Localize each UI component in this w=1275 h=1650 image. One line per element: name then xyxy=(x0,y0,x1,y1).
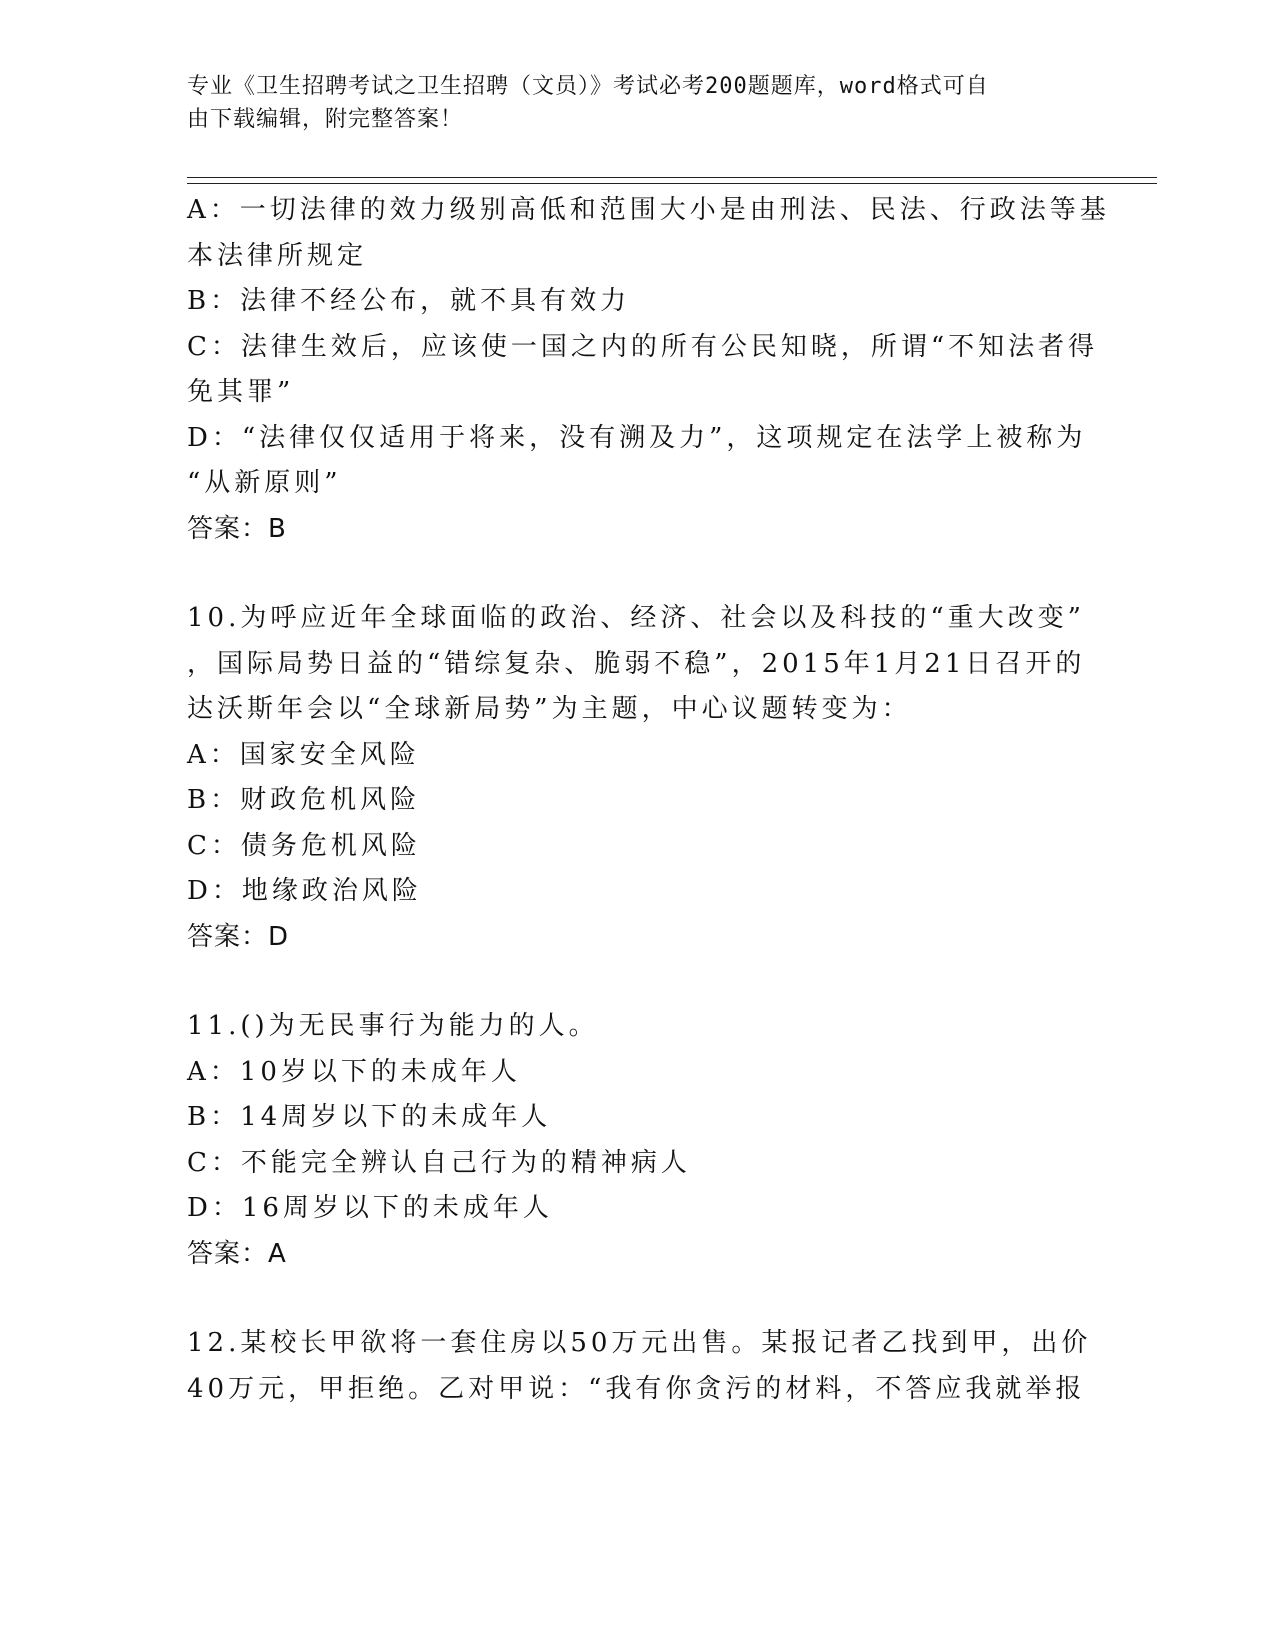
spacer xyxy=(187,960,1087,1004)
document-header xyxy=(187,70,1067,136)
option-c: C：不能完全辨认自己行为的精神病人 xyxy=(187,1147,691,1178)
header-line-1: 专业《卫生招聘考试之卫生招聘（文员）》考试必考200题题库，word格式可自 xyxy=(187,74,989,99)
option-a-line-1: A：一切法律的效力级别高低和范围大小是由刑法、民法、行政法等基 xyxy=(187,195,1110,225)
question-stem-line-1: 10.为呼应近年全球面临的政治、经济、社会以及科技的“重大改变” xyxy=(187,603,1085,633)
document-body xyxy=(187,188,1110,1412)
spacer xyxy=(187,552,1087,596)
answer-label: 答案：B xyxy=(187,513,287,544)
option-b: B：财政危机风险 xyxy=(187,785,421,815)
option-a-line-2: 本法律所规定 xyxy=(187,240,368,271)
question-stem-line-2: ，国际局势日益的“错综复杂、脆弱不稳”，2015年1月21日召开的 xyxy=(187,648,1086,679)
option-b: B：14周岁以下的未成年人 xyxy=(187,1102,552,1132)
option-a: A：国家安全风险 xyxy=(187,739,420,770)
answer-label: 答案：A xyxy=(187,1238,287,1269)
answer-label: 答案：D xyxy=(187,921,290,952)
spacer xyxy=(187,1277,1087,1321)
question-12 xyxy=(187,1321,1092,1412)
header-rule-top xyxy=(187,177,1157,178)
question-stem: 11.()为无民事行为能力的人。 xyxy=(187,1011,599,1041)
option-c-line-2: 免其罪” xyxy=(187,377,295,407)
option-c: C：债务危机风险 xyxy=(187,830,421,861)
question-9 xyxy=(187,188,1110,552)
option-c-line-1: C：法律生效后，应该使一国之内的所有公民知晓，所谓“不知法者得 xyxy=(187,331,1099,362)
header-rule-bottom xyxy=(187,183,1157,184)
option-d-line-1: D：“法律仅仅适用于将来，没有溯及力”，这项规定在法学上被称为 xyxy=(187,422,1087,453)
question-stem-line-3: 达沃斯年会以“全球新局势”为主题，中心议题转变为： xyxy=(187,694,912,724)
question-stem-line-2: 40万元，甲拒绝。乙对甲说：“我有你贪污的材料，不答应我就举报 xyxy=(187,1373,1086,1404)
header-line-2: 由下载编辑，附完整答案！ xyxy=(187,107,464,132)
option-d-line-2: “从新原则” xyxy=(187,468,342,498)
question-stem-line-1: 12.某校长甲欲将一套住房以50万元出售。某报记者乙找到甲，出价 xyxy=(187,1328,1092,1358)
question-10 xyxy=(187,596,1087,960)
option-b: B：法律不经公布，就不具有效力 xyxy=(187,286,631,316)
question-11 xyxy=(187,1004,1087,1277)
option-d: D：16周岁以下的未成年人 xyxy=(187,1193,553,1223)
option-a: A：10岁以下的未成年人 xyxy=(187,1056,521,1087)
option-d: D：地缘政治风险 xyxy=(187,876,422,906)
